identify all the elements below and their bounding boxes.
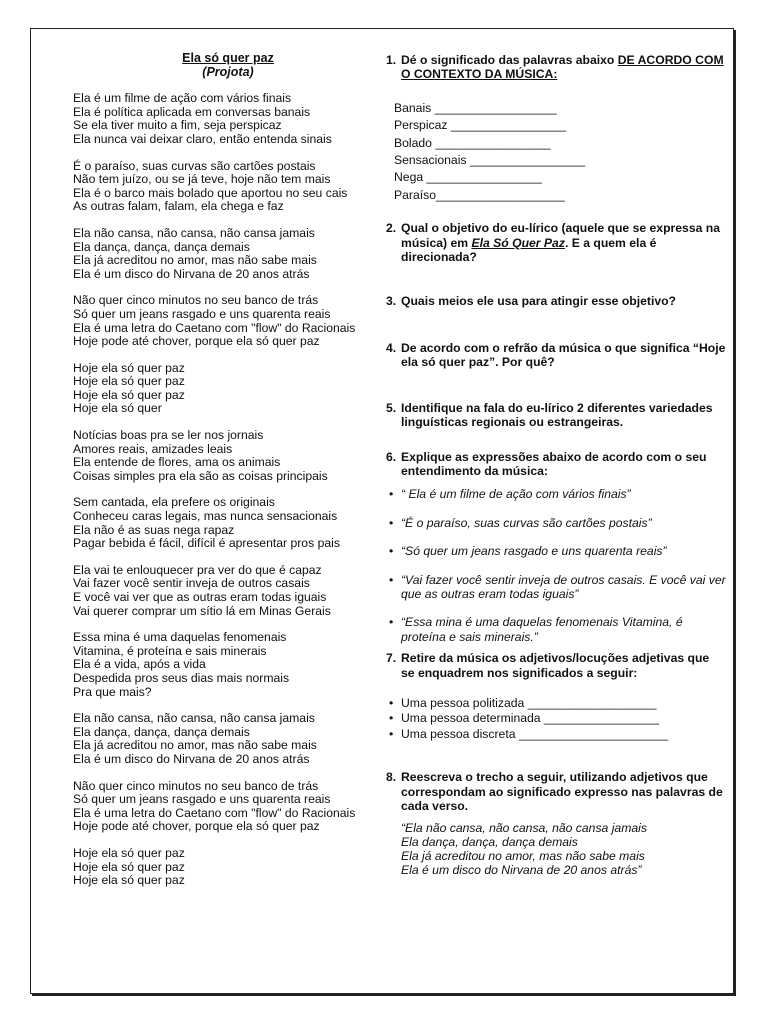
question-8 — [386, 770, 726, 813]
lyric-line: Pra que mais? — [73, 684, 152, 699]
lyric-line: Só quer um jeans rasgado e uns quarenta reais — [73, 306, 331, 321]
song-lyrics — [73, 52, 383, 888]
song-name-emphasis: Ela Só Quer Paz — [471, 235, 565, 250]
lyric-line: Sem cantada, ela prefere os originais — [73, 495, 275, 510]
lyric-line: Hoje ela só quer — [73, 401, 162, 416]
stanza — [73, 847, 383, 888]
question-text: Retire da música os adjetivos/locuções adjetivas que se enquadrem nos significados a seguir: — [401, 651, 710, 680]
lyric-line: Vai querer comprar um sítio lá em Minas Gerais — [73, 603, 331, 618]
stanza — [73, 227, 383, 281]
lyric-line: Ela é um disco do Nirvana de 20 anos atrás — [73, 751, 310, 766]
lyric-line: Vai fazer você sentir inveja de outros casais — [73, 576, 310, 591]
question-text: Qual o objetivo do eu-lírico (aquele que se expressa na música) em — [401, 221, 720, 250]
lyric-line: Ela é a vida, após a vida — [73, 657, 206, 672]
question-text: Identifique na fala do eu-lírico 2 diferentes variedades linguísticas regionais ou estrangeiras. — [401, 400, 713, 430]
song-artist: (Projota) — [202, 64, 254, 79]
question-4 — [386, 341, 726, 370]
lyrics-excerpt: “Ela não cansa, não cansa, não cansa jamais Ela dança, dança, dança demais Ela já acreditou no amor, mas não sabe mais Ela é um disco do Nirvana de 20 anos atrás” — [401, 821, 647, 877]
question-6 — [386, 450, 726, 479]
stanza — [73, 712, 383, 766]
stanza — [73, 362, 383, 416]
lyric-line: Ela é um disco do Nirvana de 20 anos atrás — [73, 266, 310, 281]
stanza — [73, 294, 383, 348]
lyric-line: As outras falam, falam, ela chega e faz — [73, 199, 284, 214]
lyric-line: Hoje ela só quer paz — [73, 873, 185, 888]
vocab-item: Paraíso___________________ — [394, 187, 565, 202]
lyric-line: Hoje ela só quer paz — [73, 845, 185, 860]
lyric-line: Ela já acreditou no amor, mas não sabe mais — [73, 253, 317, 268]
vocab-item: Banais __________________ — [394, 100, 557, 115]
lyric-line: Ela é um filme de ação com vários finais — [73, 91, 292, 106]
question-text: Quais meios ele usa para atingir esse objetivo? — [401, 294, 676, 309]
lyric-line: Não quer cinco minutos no seu banco de trás — [73, 778, 319, 793]
adjective-item: • Uma pessoa politizada ___________________ — [389, 695, 657, 710]
vocab-item: Nega _________________ — [394, 170, 542, 185]
question-number: 8. — [386, 770, 397, 785]
question-3 — [386, 294, 726, 308]
expression-item: • “Vai fazer você sentir inveja de outros casais. E você vai ver que as outras eram todas iguais” — [389, 572, 726, 601]
lyric-line: Ela não cansa, não cansa, não cansa jamais — [73, 225, 315, 240]
lyric-line: Conheceu caras legais, mas nunca sensacionais — [73, 509, 338, 524]
lyric-line: Despedida pros seus dias mais normais — [73, 670, 290, 685]
lyric-line: Só quer um jeans rasgado e uns quarenta reais — [73, 792, 331, 807]
lyric-line: Ela é política aplicada em conversas banais — [73, 104, 311, 119]
vocabulary-list — [394, 100, 726, 204]
expression-item: • “Essa mina é uma daquelas fenomenais Vitamina, é proteína e sais minerais.” — [389, 615, 683, 644]
question-text-end: . E a quem ela é direcionada? — [401, 235, 657, 265]
vocab-item: Bolado _________________ — [394, 135, 551, 150]
question-2 — [386, 221, 726, 264]
vocab-item: Sensacionais _________________ — [394, 153, 586, 168]
question-text: Explique as expressões abaixo de acordo com o seu entendimento da música: — [401, 449, 707, 478]
lyric-line: Ela vai te enlouquecer pra ver do que é capaz — [73, 562, 322, 577]
lyric-line: Ela dança, dança, dança demais — [73, 724, 250, 739]
lyric-line: É o paraíso, suas curvas são cartões postais — [73, 158, 316, 173]
lyric-line: Não tem juízo, ou se já teve, hoje não tem mais — [73, 172, 331, 187]
question-number: 1. — [386, 53, 397, 67]
lyric-line: Amores reais, amizades leais — [73, 441, 233, 456]
question-number: 5. — [386, 400, 397, 415]
lyric-line: Ela não cansa, não cansa, não cansa jamais — [73, 711, 315, 726]
lyrics-body — [73, 92, 383, 888]
question-5 — [386, 401, 726, 430]
lyric-line: Hoje pode até chover, porque ela só quer paz — [73, 819, 320, 834]
lyric-line: Não quer cinco minutos no seu banco de trás — [73, 293, 319, 308]
question-text: De acordo com o refrão da música o que significa “Hoje ela só quer paz”. Por quê? — [401, 340, 726, 370]
stanza — [73, 564, 383, 618]
lyric-line: Ela nunca vai deixar claro, então entenda sinais — [73, 131, 332, 146]
question-1 — [386, 53, 726, 82]
questions-column — [386, 52, 726, 878]
lyric-line: Hoje ela só quer paz — [73, 387, 185, 402]
question-number: 6. — [386, 449, 397, 464]
stanza — [73, 496, 383, 550]
question-text: Reescreva o trecho a seguir, utilizando adjetivos que correspondam ao significado expresso nas palavras de cada verso. — [401, 770, 723, 813]
expression-item: • “Só quer um jeans rasgado e uns quarenta reais” — [389, 544, 667, 559]
song-title: Ela só quer paz — [182, 51, 274, 65]
lyric-line: Ela é uma letra do Caetano com "flow" do Racionais — [73, 320, 356, 335]
lyric-line: Ela dança, dança, dança demais — [73, 239, 250, 254]
question-number: 2. — [386, 221, 397, 236]
question-number: 7. — [386, 651, 397, 666]
stanza — [73, 780, 383, 834]
expression-item: • “É o paraíso, suas curvas são cartões postais” — [389, 515, 652, 530]
lyric-line: Ela entende de flores, ama os animais — [73, 455, 281, 470]
stanza — [73, 92, 383, 146]
question-7 — [386, 651, 726, 680]
lyric-line: E você vai ver que as outras eram todas iguais — [73, 590, 327, 604]
expression-item: • “ Ela é um filme de ação com vários finais” — [389, 487, 631, 502]
stanza — [73, 631, 383, 699]
lyric-line: Hoje pode até chover, porque ela só quer paz — [73, 334, 320, 349]
lyric-line: Ela é o barco mais bolado que aportou no seu cais — [73, 185, 348, 200]
lyric-line: Hoje ela só quer paz — [73, 859, 185, 874]
lyric-line: Vitamina, é proteína e sais minerais — [73, 643, 267, 658]
lyric-line: Ela é uma letra do Caetano com "flow" do Racionais — [73, 805, 356, 820]
adjective-item: • Uma pessoa discreta ______________________ — [389, 726, 668, 741]
question-number: 4. — [386, 340, 397, 355]
stanza — [73, 160, 383, 214]
question-text: Dé o significado das palavras abaixo — [401, 53, 618, 67]
lyric-line: Se ela tiver muito a fim, seja perspicaz — [73, 118, 282, 133]
lyric-line: Hoje ela só quer paz — [73, 374, 185, 389]
question-emphasis: DE ACORDO COM O CONTEXTO DA MÚSICA: — [401, 53, 724, 82]
lyric-line: Ela não é as suas nega rapaz — [73, 522, 235, 537]
lyric-line: Coisas simples pra ela são as coisas principais — [73, 468, 328, 483]
lyric-line: Notícias boas pra se ler nos jornais — [73, 428, 264, 443]
lyric-line: Ela já acreditou no amor, mas não sabe mais — [73, 738, 317, 753]
stanza — [73, 429, 383, 483]
lyric-line: Pagar bebida é fácil, difícil é apresentar pros pais — [73, 536, 340, 551]
vocab-item: Perspicaz _________________ — [394, 118, 567, 133]
adjective-item: • Uma pessoa determinada _________________ — [389, 711, 660, 726]
worksheet-page — [30, 28, 734, 994]
lyric-line: Hoje ela só quer paz — [73, 360, 185, 375]
lyric-line: Essa mina é uma daquelas fenomenais — [73, 630, 287, 645]
question-number: 3. — [386, 294, 397, 309]
